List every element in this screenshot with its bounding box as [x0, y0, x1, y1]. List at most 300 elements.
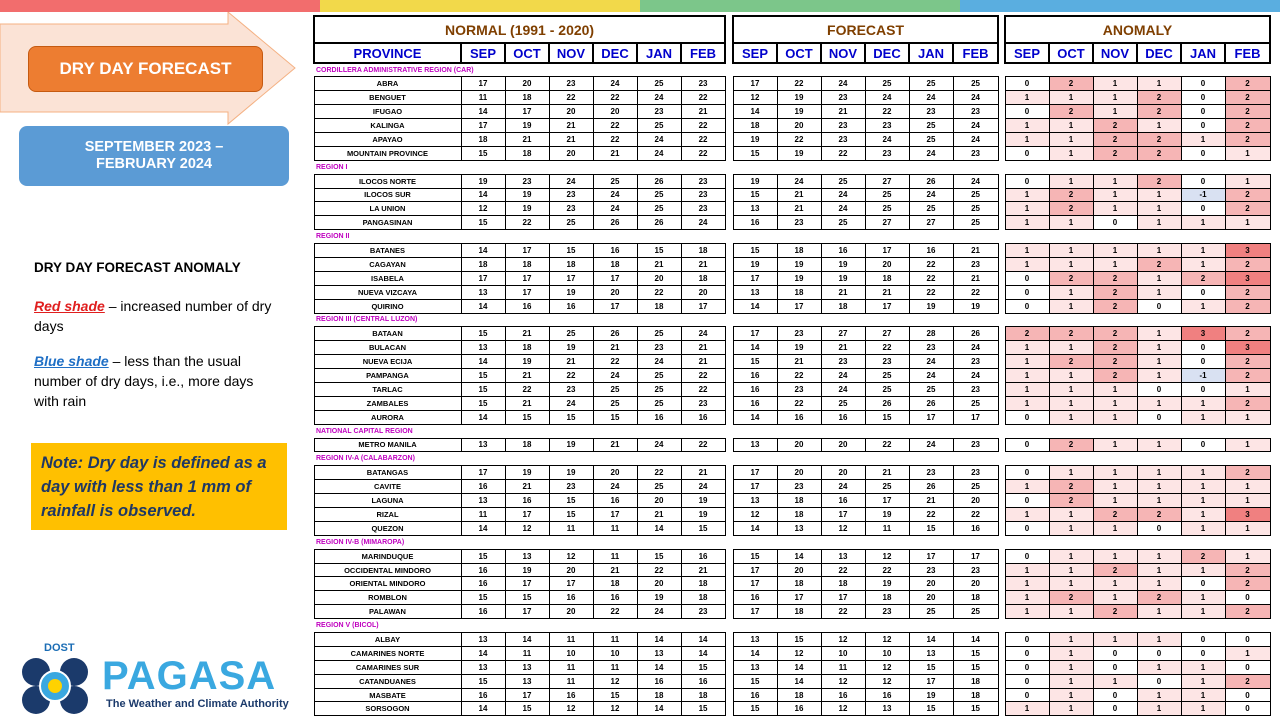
normal-value: 11 — [505, 646, 549, 660]
anomaly-value: 1 — [1049, 146, 1093, 160]
forecast-value: 17 — [733, 327, 777, 341]
anomaly-value: 1 — [1049, 244, 1093, 258]
anomaly-value: 1 — [1049, 396, 1093, 410]
forecast-value: 17 — [733, 577, 777, 591]
normal-row — [314, 188, 725, 202]
anomaly-value: 1 — [1181, 410, 1225, 424]
normal-value: 15 — [461, 216, 505, 230]
normal-value: 11 — [461, 91, 505, 105]
forecast-row — [733, 605, 998, 619]
normal-row — [314, 216, 725, 230]
anomaly-row — [1005, 285, 1270, 299]
normal-value: 20 — [637, 577, 681, 591]
forecast-value: 22 — [865, 438, 909, 452]
forecast-value: 20 — [777, 466, 821, 480]
anomaly-value: 1 — [1137, 119, 1181, 133]
normal-value: 25 — [637, 119, 681, 133]
normal-value: 20 — [549, 146, 593, 160]
anomaly-value: 1 — [1137, 341, 1181, 355]
normal-value: 14 — [637, 702, 681, 716]
anomaly-value: 0 — [1093, 688, 1137, 702]
anomaly-value: 1 — [1137, 605, 1181, 619]
normal-value: 24 — [593, 77, 637, 91]
normal-value: 14 — [681, 646, 725, 660]
normal-row — [314, 174, 725, 188]
forecast-value: 12 — [865, 549, 909, 563]
forecast-value: 18 — [777, 285, 821, 299]
forecast-value: 24 — [821, 77, 865, 91]
forecast-row — [733, 466, 998, 480]
normal-row — [314, 438, 725, 452]
normal-value: 25 — [549, 216, 593, 230]
forecast-value: 17 — [733, 605, 777, 619]
forecast-value: 22 — [821, 563, 865, 577]
forecast-value: 22 — [909, 285, 953, 299]
anomaly-value: 2 — [1181, 549, 1225, 563]
normal-value: 15 — [461, 369, 505, 383]
normal-value: 24 — [593, 369, 637, 383]
region-row — [314, 230, 725, 244]
pagasa-wordmark: PAGASA — [102, 654, 277, 698]
forecast-value: 27 — [909, 216, 953, 230]
normal-value: 14 — [461, 188, 505, 202]
normal-value: 16 — [461, 688, 505, 702]
normal-value: 16 — [505, 494, 549, 508]
anomaly-row — [1005, 549, 1270, 563]
region-label: REGION II — [314, 230, 725, 244]
anomaly-value: 1 — [1181, 591, 1225, 605]
forecast-value: 17 — [821, 508, 865, 522]
anomaly-value: -1 — [1181, 369, 1225, 383]
region-spacer — [733, 160, 998, 174]
anomaly-value: 2 — [1137, 508, 1181, 522]
forecast-value: 23 — [953, 438, 998, 452]
province-name: AURORA — [314, 410, 461, 424]
anomaly-value: 0 — [1181, 202, 1225, 216]
anomaly-title: ANOMALY — [1005, 16, 1270, 43]
anomaly-value: 3 — [1225, 341, 1270, 355]
forecast-value: 13 — [733, 285, 777, 299]
normal-value: 15 — [461, 146, 505, 160]
normal-value: 26 — [593, 327, 637, 341]
anomaly-value: 1 — [1005, 202, 1049, 216]
anomaly-row — [1005, 494, 1270, 508]
normal-value: 22 — [593, 91, 637, 105]
normal-value: 23 — [637, 341, 681, 355]
forecast-value: 25 — [953, 480, 998, 494]
normal-value: 26 — [637, 174, 681, 188]
anomaly-value: 2 — [1225, 327, 1270, 341]
province-name: BULACAN — [314, 341, 461, 355]
forecast-value: 22 — [865, 563, 909, 577]
normal-value: 21 — [681, 563, 725, 577]
forecast-value: 23 — [953, 563, 998, 577]
forecast-value: 13 — [733, 633, 777, 647]
forecast-value: 19 — [865, 508, 909, 522]
anomaly-value: 0 — [1005, 146, 1049, 160]
province-name: ISABELA — [314, 271, 461, 285]
forecast-value: 20 — [777, 438, 821, 452]
forecast-row — [733, 202, 998, 216]
anomaly-row — [1005, 605, 1270, 619]
normal-value: 20 — [549, 105, 593, 119]
region-spacer — [733, 313, 998, 327]
anomaly-value: 0 — [1181, 646, 1225, 660]
normal-row — [314, 688, 725, 702]
normal-value: 19 — [505, 202, 549, 216]
normal-value: 15 — [461, 591, 505, 605]
province-name: CAMARINES NORTE — [314, 646, 461, 660]
forecast-value: 20 — [821, 438, 865, 452]
normal-value: 17 — [505, 271, 549, 285]
forecast-value: 18 — [953, 674, 998, 688]
forecast-value: 25 — [909, 605, 953, 619]
forecast-value: 20 — [953, 577, 998, 591]
anomaly-value: 2 — [1225, 605, 1270, 619]
normal-value: 14 — [461, 646, 505, 660]
forecast-value: 14 — [733, 410, 777, 424]
anomaly-value: 0 — [1137, 646, 1181, 660]
forecast-value: 19 — [909, 299, 953, 313]
anomaly-value: 2 — [1093, 299, 1137, 313]
forecast-value: 25 — [821, 396, 865, 410]
forecast-value: 23 — [953, 105, 998, 119]
region-spacer — [733, 63, 998, 77]
forecast-row — [733, 174, 998, 188]
anomaly-table-panel — [1004, 15, 1271, 716]
forecast-value: 21 — [777, 202, 821, 216]
normal-row — [314, 674, 725, 688]
normal-value: 16 — [549, 591, 593, 605]
forecast-value: 25 — [953, 216, 998, 230]
anomaly-value: 1 — [1005, 119, 1049, 133]
normal-value: 11 — [593, 660, 637, 674]
region-label: CORDILLERA ADMINISTRATIVE REGION (CAR) — [314, 63, 725, 77]
anomaly-value: 0 — [1005, 549, 1049, 563]
anomaly-month-jan: JAN — [1181, 43, 1225, 63]
forecast-table-panel — [732, 15, 999, 716]
normal-value: 18 — [505, 91, 549, 105]
normal-value: 15 — [461, 674, 505, 688]
forecast-row — [733, 660, 998, 674]
anomaly-value: 1 — [1137, 188, 1181, 202]
anomaly-value: 1 — [1137, 660, 1181, 674]
anomaly-value: 2 — [1225, 285, 1270, 299]
anomaly-row — [1005, 508, 1270, 522]
region-spacer — [1005, 63, 1270, 77]
forecast-value: 22 — [865, 105, 909, 119]
anomaly-value: 0 — [1005, 521, 1049, 535]
normal-value: 12 — [593, 674, 637, 688]
anomaly-value: 0 — [1181, 119, 1225, 133]
forecast-value: 18 — [777, 688, 821, 702]
anomaly-value: 0 — [1005, 438, 1049, 452]
forecast-value: 26 — [909, 480, 953, 494]
anomaly-month-oct: OCT — [1049, 43, 1093, 63]
anomaly-value: 2 — [1225, 119, 1270, 133]
normal-value: 19 — [681, 494, 725, 508]
period-line-1: SEPTEMBER 2023 – — [84, 139, 224, 155]
anomaly-row — [1005, 174, 1270, 188]
top-stripe-green — [640, 0, 960, 12]
anomaly-value: 0 — [1181, 105, 1225, 119]
forecast-value: 20 — [953, 494, 998, 508]
normal-value: 23 — [681, 77, 725, 91]
province-name: APAYAO — [314, 132, 461, 146]
forecast-row — [733, 355, 998, 369]
anomaly-value: 1 — [1137, 494, 1181, 508]
anomaly-value: 1 — [1049, 119, 1093, 133]
anomaly-value: 1 — [1181, 244, 1225, 258]
normal-value: 15 — [549, 244, 593, 258]
forecast-value: 24 — [865, 91, 909, 105]
forecast-value: 25 — [865, 77, 909, 91]
anomaly-value: 0 — [1181, 382, 1225, 396]
forecast-value: 16 — [909, 244, 953, 258]
period-line-2: FEBRUARY 2024 — [95, 156, 213, 172]
forecast-value: 23 — [865, 605, 909, 619]
anomaly-value: 1 — [1181, 466, 1225, 480]
forecast-value: 16 — [821, 494, 865, 508]
normal-value: 26 — [637, 216, 681, 230]
anomaly-value: 2 — [1225, 563, 1270, 577]
region-label: REGION III (CENTRAL LUZON) — [314, 313, 725, 327]
forecast-value: 25 — [865, 369, 909, 383]
legend-red — [34, 296, 274, 336]
normal-table-body — [314, 63, 725, 716]
forecast-month-header — [733, 43, 998, 63]
anomaly-value: 1 — [1049, 299, 1093, 313]
forecast-value: 23 — [865, 355, 909, 369]
anomaly-value: 0 — [1005, 660, 1049, 674]
normal-value: 19 — [549, 466, 593, 480]
region-spacer — [1005, 619, 1270, 633]
forecast-value: 16 — [821, 244, 865, 258]
normal-value: 22 — [681, 146, 725, 160]
anomaly-value: 0 — [1005, 674, 1049, 688]
forecast-value: 19 — [777, 105, 821, 119]
normal-value: 24 — [637, 91, 681, 105]
normal-value: 15 — [637, 244, 681, 258]
forecast-value: 24 — [865, 132, 909, 146]
anomaly-row — [1005, 410, 1270, 424]
normal-value: 11 — [549, 660, 593, 674]
forecast-value: 23 — [821, 119, 865, 133]
forecast-value: 23 — [821, 132, 865, 146]
anomaly-value: 1 — [1049, 577, 1093, 591]
normal-value: 21 — [681, 257, 725, 271]
forecast-value: 24 — [909, 91, 953, 105]
anomaly-row — [1005, 257, 1270, 271]
anomaly-value: 2 — [1225, 257, 1270, 271]
anomaly-row — [1005, 563, 1270, 577]
anomaly-value: 1 — [1137, 688, 1181, 702]
forecast-value: 15 — [953, 660, 998, 674]
forecast-value: 17 — [733, 563, 777, 577]
normal-value: 13 — [505, 674, 549, 688]
normal-value: 15 — [505, 702, 549, 716]
province-name: ROMBLON — [314, 591, 461, 605]
forecast-value: 14 — [777, 674, 821, 688]
forecast-row — [733, 674, 998, 688]
forecast-value: 16 — [733, 396, 777, 410]
anomaly-value: 1 — [1005, 341, 1049, 355]
normal-row — [314, 605, 725, 619]
anomaly-value: 1 — [1181, 257, 1225, 271]
normal-value: 24 — [681, 480, 725, 494]
anomaly-value: 2 — [1049, 480, 1093, 494]
normal-value: 21 — [549, 132, 593, 146]
region-spacer-row — [1005, 160, 1270, 174]
normal-row — [314, 633, 725, 647]
province-name: TARLAC — [314, 382, 461, 396]
normal-value: 18 — [461, 257, 505, 271]
forecast-value: 24 — [909, 355, 953, 369]
region-spacer — [1005, 230, 1270, 244]
forecast-row — [733, 188, 998, 202]
forecast-value: 13 — [733, 438, 777, 452]
forecast-value: 22 — [953, 285, 998, 299]
anomaly-value: 2 — [1093, 146, 1137, 160]
forecast-value: 16 — [733, 369, 777, 383]
anomaly-row — [1005, 480, 1270, 494]
anomaly-value: 2 — [1137, 132, 1181, 146]
anomaly-value: 1 — [1225, 382, 1270, 396]
anomaly-value: 0 — [1005, 271, 1049, 285]
region-label: REGION I — [314, 160, 725, 174]
province-name: ALBAY — [314, 633, 461, 647]
forecast-value: 18 — [821, 577, 865, 591]
normal-value: 25 — [637, 382, 681, 396]
anomaly-value: 0 — [1181, 355, 1225, 369]
anomaly-value: 2 — [1225, 299, 1270, 313]
anomaly-row — [1005, 202, 1270, 216]
forecast-row — [733, 299, 998, 313]
forecast-value: 23 — [909, 105, 953, 119]
forecast-value: 17 — [865, 299, 909, 313]
forecast-value: 20 — [777, 119, 821, 133]
normal-value: 24 — [681, 216, 725, 230]
region-label: REGION IV-B (MIMAROPA) — [314, 535, 725, 549]
anomaly-value: 2 — [1093, 341, 1137, 355]
normal-value: 22 — [637, 285, 681, 299]
province-name: BATAAN — [314, 327, 461, 341]
anomaly-value: 1 — [1005, 591, 1049, 605]
anomaly-row — [1005, 438, 1270, 452]
normal-value: 16 — [593, 244, 637, 258]
anomaly-value: 3 — [1225, 271, 1270, 285]
forecast-value: 15 — [733, 702, 777, 716]
forecast-value: 22 — [909, 508, 953, 522]
forecast-value: 15 — [953, 702, 998, 716]
forecast-row — [733, 91, 998, 105]
normal-value: 19 — [681, 508, 725, 522]
normal-value: 14 — [461, 410, 505, 424]
forecast-value: 25 — [953, 396, 998, 410]
forecast-value: 24 — [821, 202, 865, 216]
normal-value: 17 — [505, 577, 549, 591]
forecast-value: 17 — [909, 410, 953, 424]
anomaly-row — [1005, 633, 1270, 647]
anomaly-value: 1 — [1137, 355, 1181, 369]
forecast-value: 15 — [733, 549, 777, 563]
anomaly-value: 1 — [1049, 285, 1093, 299]
normal-value: 13 — [461, 660, 505, 674]
normal-row — [314, 577, 725, 591]
normal-value: 15 — [461, 382, 505, 396]
anomaly-value: 2 — [1049, 591, 1093, 605]
anomaly-value: 2 — [1049, 77, 1093, 91]
anomaly-value: 1 — [1005, 91, 1049, 105]
normal-value: 21 — [681, 105, 725, 119]
normal-row — [314, 77, 725, 91]
normal-value: 24 — [593, 480, 637, 494]
normal-row — [314, 341, 725, 355]
normal-value: 19 — [505, 355, 549, 369]
forecast-value: 23 — [777, 480, 821, 494]
normal-value: 12 — [593, 702, 637, 716]
anomaly-row — [1005, 646, 1270, 660]
anomaly-value: 1 — [1093, 674, 1137, 688]
anomaly-row — [1005, 396, 1270, 410]
normal-value: 21 — [505, 396, 549, 410]
anomaly-value: 0 — [1005, 77, 1049, 91]
forecast-value: 22 — [777, 77, 821, 91]
title-text: DRY DAY FORECAST — [59, 59, 232, 78]
normal-value: 24 — [549, 396, 593, 410]
anomaly-value: 1 — [1137, 244, 1181, 258]
anomaly-value: 1 — [1137, 327, 1181, 341]
forecast-value: 16 — [865, 688, 909, 702]
forecast-value: 14 — [733, 646, 777, 660]
normal-value: 24 — [681, 327, 725, 341]
anomaly-row — [1005, 466, 1270, 480]
normal-value: 24 — [637, 605, 681, 619]
normal-value: 18 — [505, 341, 549, 355]
normal-value: 18 — [681, 591, 725, 605]
normal-value: 21 — [681, 466, 725, 480]
normal-value: 11 — [549, 521, 593, 535]
normal-value: 23 — [549, 188, 593, 202]
forecast-value: 19 — [821, 257, 865, 271]
normal-value: 11 — [549, 633, 593, 647]
region-spacer-row — [1005, 535, 1270, 549]
normal-value: 15 — [549, 410, 593, 424]
normal-value: 15 — [681, 660, 725, 674]
forecast-row — [733, 341, 998, 355]
forecast-value: 28 — [909, 327, 953, 341]
normal-value: 15 — [549, 508, 593, 522]
normal-value: 21 — [681, 355, 725, 369]
forecast-value: 24 — [953, 119, 998, 133]
anomaly-row — [1005, 77, 1270, 91]
normal-row — [314, 382, 725, 396]
forecast-value: 15 — [865, 410, 909, 424]
normal-value: 16 — [549, 299, 593, 313]
anomaly-row — [1005, 146, 1270, 160]
forecast-value: 25 — [953, 605, 998, 619]
province-name: LAGUNA — [314, 494, 461, 508]
forecast-value: 23 — [953, 146, 998, 160]
anomaly-value: 0 — [1181, 438, 1225, 452]
forecast-row — [733, 508, 998, 522]
anomaly-value: 1 — [1181, 688, 1225, 702]
province-name: IFUGAO — [314, 105, 461, 119]
normal-value: 23 — [681, 174, 725, 188]
normal-value: 22 — [549, 91, 593, 105]
normal-value: 10 — [549, 646, 593, 660]
region-spacer-row — [1005, 424, 1270, 438]
